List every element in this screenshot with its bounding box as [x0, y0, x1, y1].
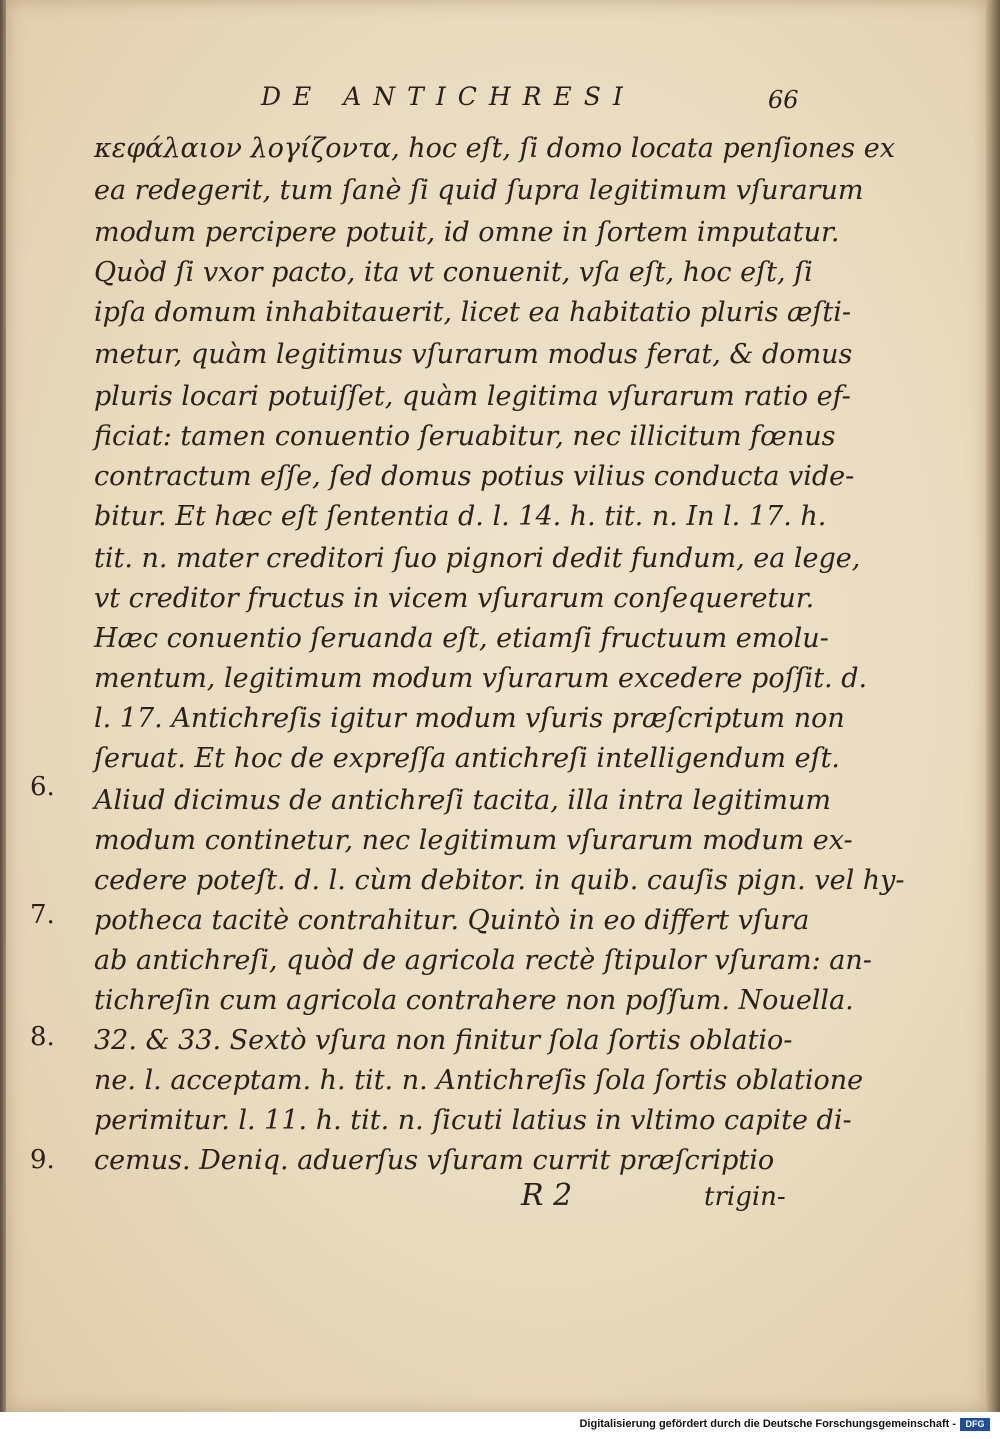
page-edge-shadow — [986, 0, 1000, 1412]
text-line: Hæc conuentio ſeruanda eſt, etiamſi fructuum emolu- — [94, 623, 829, 654]
text-line: tit. n. mater creditori ſuo pignori dedit fundum, ea lege, — [94, 543, 861, 574]
text-line: mentum, legitimum modum vſurarum excedere poſſit. d. — [94, 663, 868, 694]
paper-sheet — [6, 0, 986, 1412]
text-line: perimitur. l. 11. h. tit. n. ſicuti latius in vltimo capite di- — [94, 1105, 852, 1136]
text-line: ficiat: tamen conuentio ſeruabitur, nec illicitum fœnus — [94, 421, 836, 452]
text-line: κεφάλαιον λογίζοντα, hoc eſt, ſi domo locata penſiones ex — [94, 133, 895, 164]
text-line: bitur. Et hæc eſt ſententia d. l. 14. h. tit. n. In l. 17. h. — [94, 501, 827, 532]
text-line: pluris locari potuiſſet, quàm legitima vſurarum ratio ef- — [94, 381, 851, 412]
text-line: Aliud dicimus de antichreſi tacita, illa intra legitimum — [94, 785, 832, 816]
text-line: ab antichreſi, quòd de agricola rectè ſtipulor vſuram: an- — [94, 945, 872, 976]
margin-number: 9. — [30, 1145, 55, 1175]
text-line: metur, quàm legitimus vſurarum modus ferat, & domus — [94, 339, 853, 370]
margin-number: 6. — [30, 772, 55, 802]
catchword: trigin- — [704, 1182, 786, 1212]
running-head: DE ANTICHRESI — [261, 82, 635, 111]
text-line: ipſa domum inhabitauerit, licet ea habitatio pluris æſti- — [94, 297, 852, 328]
text-line: l. 17. Antichreſis igitur modum vſuris præſcriptum non — [94, 703, 845, 734]
text-line: ſeruat. Et hoc de expreſſa antichreſi intelligendum eſt. — [94, 743, 841, 774]
funding-credit: Digitalisierung gefördert durch die Deutsche Forschungsgemeinschaft - — [579, 1418, 956, 1430]
text-line: contractum eſſe, ſed domus potius vilius conducta vide- — [94, 461, 855, 492]
text-line: cedere poteſt. d. l. cùm debitor. in quib. cauſis pign. vel hy- — [94, 865, 905, 896]
signature-mark: R 2 — [521, 1178, 573, 1213]
dfg-logo: DFG — [960, 1418, 990, 1431]
text-line: cemus. Deniq. aduerſus vſuram currit præſcriptio — [94, 1145, 775, 1176]
margin-number: 7. — [30, 900, 55, 930]
text-line: potheca tacitè contrahitur. Quintò in eo differt vſura — [94, 905, 810, 936]
text-line: vt creditor fructus in vicem vſurarum conſequeretur. — [94, 583, 815, 614]
text-line: modum percipere potuit, id omne in ſortem imputatur. — [94, 217, 840, 248]
text-line: ne. l. acceptam. h. tit. n. Antichreſis ſola ſortis oblatione — [94, 1065, 864, 1096]
text-line: modum continetur, nec legitimum vſurarum modum ex- — [94, 825, 853, 856]
footer-bar — [0, 1412, 1000, 1439]
text-line: 32. & 33. Sextò vſura non finitur ſola ſortis oblatio- — [94, 1025, 793, 1056]
text-line: tichreſin cum agricola contrahere non poſſum. Nouella. — [94, 985, 854, 1016]
margin-number: 8. — [30, 1022, 55, 1052]
text-line: ea redegerit, tum ſanè ſi quid ſupra legitimum vſurarum — [94, 175, 864, 206]
page-number: 66 — [768, 86, 799, 114]
text-line: Quòd ſi vxor pacto, ita vt conuenit, vſa eſt, hoc eſt, ſi — [94, 257, 813, 288]
